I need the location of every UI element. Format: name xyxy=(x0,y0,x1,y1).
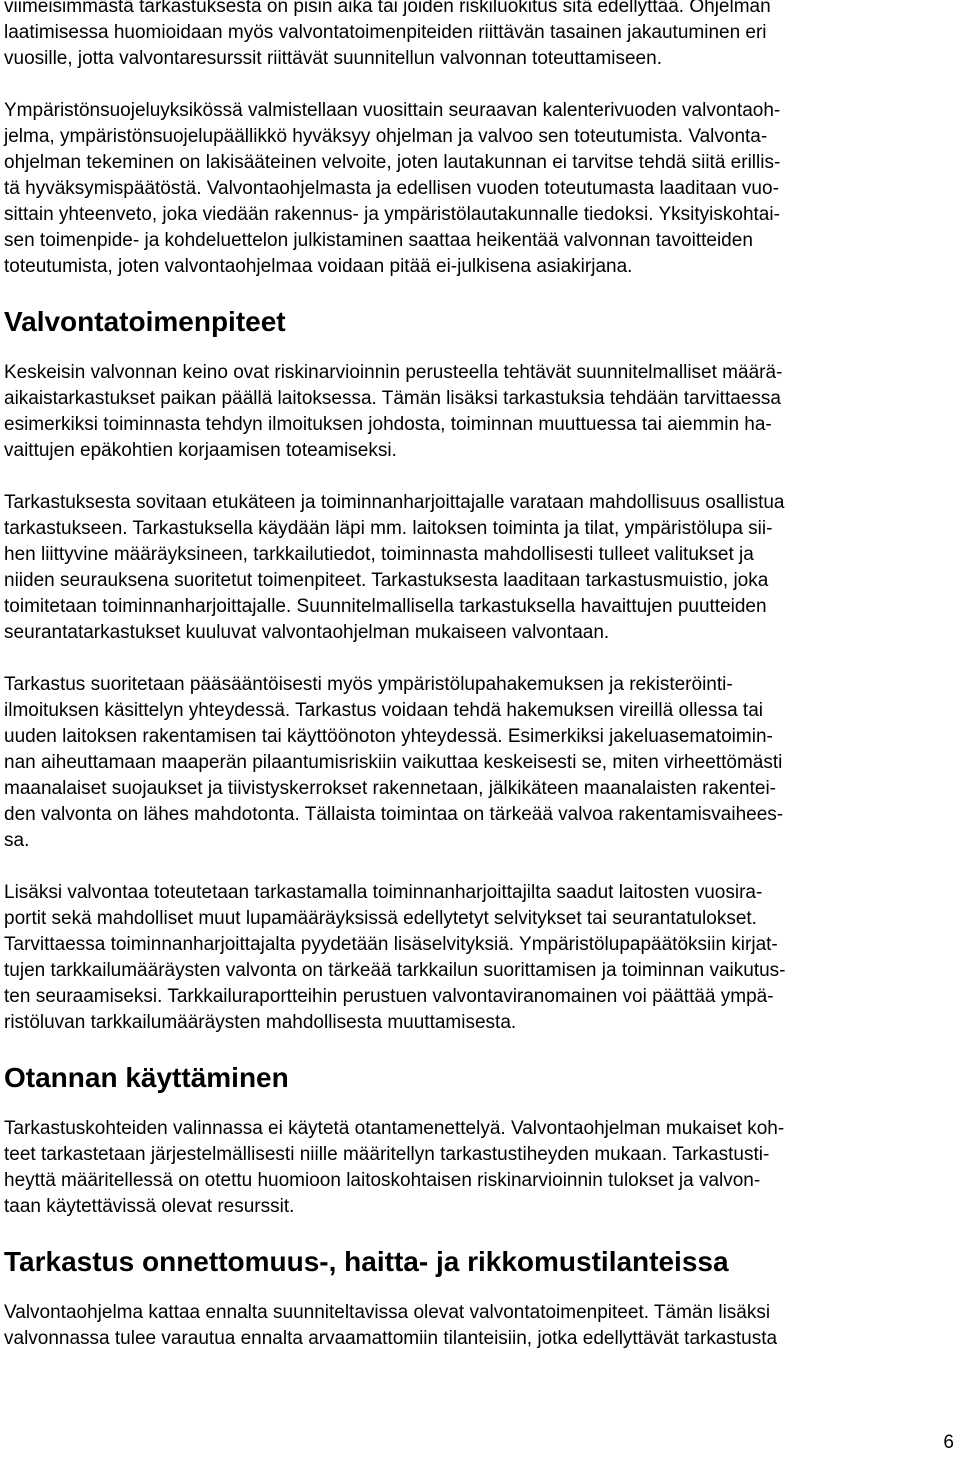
text-line: taan käytettävissä olevat resurssit. xyxy=(4,1196,295,1217)
text-line: laatimisessa huomioidaan myös valvontatoimenpiteiden riittävän tasainen jakautuminen eri xyxy=(4,22,767,43)
text-line: jelma, ympäristönsuojelupäällikkö hyväksyy ohjelman ja valvoo sen toteutumista. Valvonta- xyxy=(4,126,768,147)
document-page xyxy=(4,0,956,1378)
text-line: niiden seurauksena suoritetut toimenpiteet. Tarkastuksesta laaditaan tarkastusmuistio, joka xyxy=(4,570,769,591)
text-line: tä hyväksymispäätöstä. Valvontaohjelmasta ja edellisen vuoden toteutumasta laaditaan vuo- xyxy=(4,178,779,199)
paragraph-annual-reports xyxy=(4,880,956,1036)
text-line: sa. xyxy=(4,830,30,851)
section-heading-valvontatoimenpiteet: Valvontatoimenpiteet xyxy=(4,306,286,337)
paragraph-inspection-arrangements xyxy=(4,490,956,646)
text-line: seurantatarkastukset kuuluvat valvontaohjelman mukaiseen valvontaan. xyxy=(4,622,610,643)
text-line: Ympäristönsuojeluyksikössä valmistellaan vuosittain seuraavan kalenterivuoden valvontaoh- xyxy=(4,100,781,121)
text-line: maanalaiset suojaukset ja tiivistyskerrokset rakennetaan, jälkikäteen maanalaisten rakentei- xyxy=(4,778,777,799)
text-line: Tarkastuskohteiden valinnassa ei käytetä otantamenettelyä. Valvontaohjelman mukaiset koh- xyxy=(4,1118,785,1139)
paragraph-annual-program xyxy=(4,98,956,280)
text-line: ilmoituksen käsittelyn yhteydessä. Tarkastus voidaan tehdä hakemuksen vireillä ollessa tai xyxy=(4,700,763,721)
text-line: aikaistarkastukset paikan päällä laitoksessa. Tämän lisäksi tarkastuksia tehdään tarvittaessa xyxy=(4,388,781,409)
text-line: viimeisimmästä tarkastuksesta on pisin aika tai joiden riskiluokitus sitä edellyttää. Ohjelman xyxy=(4,0,771,17)
paragraph-key-inspection-method xyxy=(4,360,956,464)
paragraph-sampling xyxy=(4,1116,956,1220)
text-line: teet tarkastetaan järjestelmällisesti niille määritellyn tarkastustiheyden mukaan. Tarkastusti- xyxy=(4,1144,770,1165)
paragraph-permit-inspections xyxy=(4,672,956,854)
text-line: Tarkastuksesta sovitaan etukäteen ja toiminnanharjoittajalle varataan mahdollisuus osallistua xyxy=(4,492,785,513)
text-line: ohjelman tekeminen on lakisääteinen velvoite, joten lautakunnan ei tarvitse tehdä siitä erillis- xyxy=(4,152,781,173)
text-line: nan aiheuttamaan maaperän pilaantumisriskiin vaikuttaa keskeisesti se, miten virheettömästi xyxy=(4,752,783,773)
text-line: tarkastukseen. Tarkastuksella käydään läpi mm. laitoksen toiminta ja tilat, ympäristölupa sii- xyxy=(4,518,773,539)
text-line: vuosille, jotta valvontaresurssit riittävät suunnitellun valvonnan toteuttamiseen. xyxy=(4,48,662,69)
text-line: tujen tarkkailumääräysten valvonta on tärkeää tarkkailun suorittamisen ja toiminnan vaikutus- xyxy=(4,960,786,981)
text-line: valvonnassa tulee varautua ennalta arvaamattomiin tilanteisiin, jotka edellyttävät tarkastusta xyxy=(4,1328,778,1349)
paragraph-program-preparation xyxy=(4,0,956,72)
page-number: 6 xyxy=(943,1432,954,1453)
text-line: ten seuraamiseksi. Tarkkailuraportteihin perustuen valvontaviranomainen voi päättää ympä- xyxy=(4,986,774,1007)
text-line: Tarkastus suoritetaan pääsääntöisesti myös ympäristölupahakemuksen ja rekisteröinti- xyxy=(4,674,733,695)
text-line: sittain yhteenveto, joka viedään rakennus- ja ympäristölautakunnalle tiedoksi. Yksityiskohtai- xyxy=(4,204,780,225)
text-line: heyttä määritellessä on otettu huomioon laitoskohtaisen riskinarvioinnin tulokset ja valvon- xyxy=(4,1170,761,1191)
section-heading-otannan-kayttaminen: Otannan käyttäminen xyxy=(4,1062,289,1093)
section-heading-tarkastus-onnettomuustilanteissa: Tarkastus onnettomuus-, haitta- ja rikkomustilanteissa xyxy=(4,1246,729,1277)
text-line: sen toimenpide- ja kohdeluettelon julkistaminen saattaa heikentää valvonnan tavoitteiden xyxy=(4,230,753,251)
text-line: hen liittyvine määräyksineen, tarkkailutiedot, toiminnasta mahdollisesti tulleet valitukset ja xyxy=(4,544,754,565)
text-line: portit sekä mahdolliset muut lupamääräyksissä edellytetyt selvitykset tai seurantatulokset. xyxy=(4,908,757,929)
text-line: uuden laitoksen rakentamisen tai käyttöönoton yhteydessä. Esimerkiksi jakeluasematoimin- xyxy=(4,726,773,747)
text-line: esimerkiksi toiminnasta tehdyn ilmoituksen johdosta, toiminnan muuttuessa tai aiemmin ha- xyxy=(4,414,772,435)
text-line: Tarvittaessa toiminnanharjoittajalta pyydetään lisäselvityksiä. Ympäristölupapäätöksiin kirjat- xyxy=(4,934,778,955)
text-line: Keskeisin valvonnan keino ovat riskinarvioinnin perusteella tehtävät suunnitelmalliset määrä- xyxy=(4,362,783,383)
text-line: toteutumista, joten valvontaohjelmaa voidaan pitää ei-julkisena asiakirjana. xyxy=(4,256,633,277)
text-line: vaittujen epäkohtien korjaamisen toteamiseksi. xyxy=(4,440,397,461)
text-line: toimitetaan toiminnanharjoittajalle. Suunnitelmallisella tarkastuksella havaittujen puutteiden xyxy=(4,596,767,617)
text-line: ristöluvan tarkkailumääräysten mahdollisesta muuttamisesta. xyxy=(4,1012,517,1033)
text-line: Valvontaohjelma kattaa ennalta suunniteltavissa olevat valvontatoimenpiteet. Tämän lisäksi xyxy=(4,1302,771,1323)
text-line: Lisäksi valvontaa toteutetaan tarkastamalla toiminnanharjoittajilta saadut laitosten vuosira- xyxy=(4,882,763,903)
text-line: den valvonta on lähes mahdotonta. Tällaista toimintaa on tärkeää valvoa rakentamisvaihees- xyxy=(4,804,784,825)
paragraph-unforeseen-situations xyxy=(4,1300,956,1352)
